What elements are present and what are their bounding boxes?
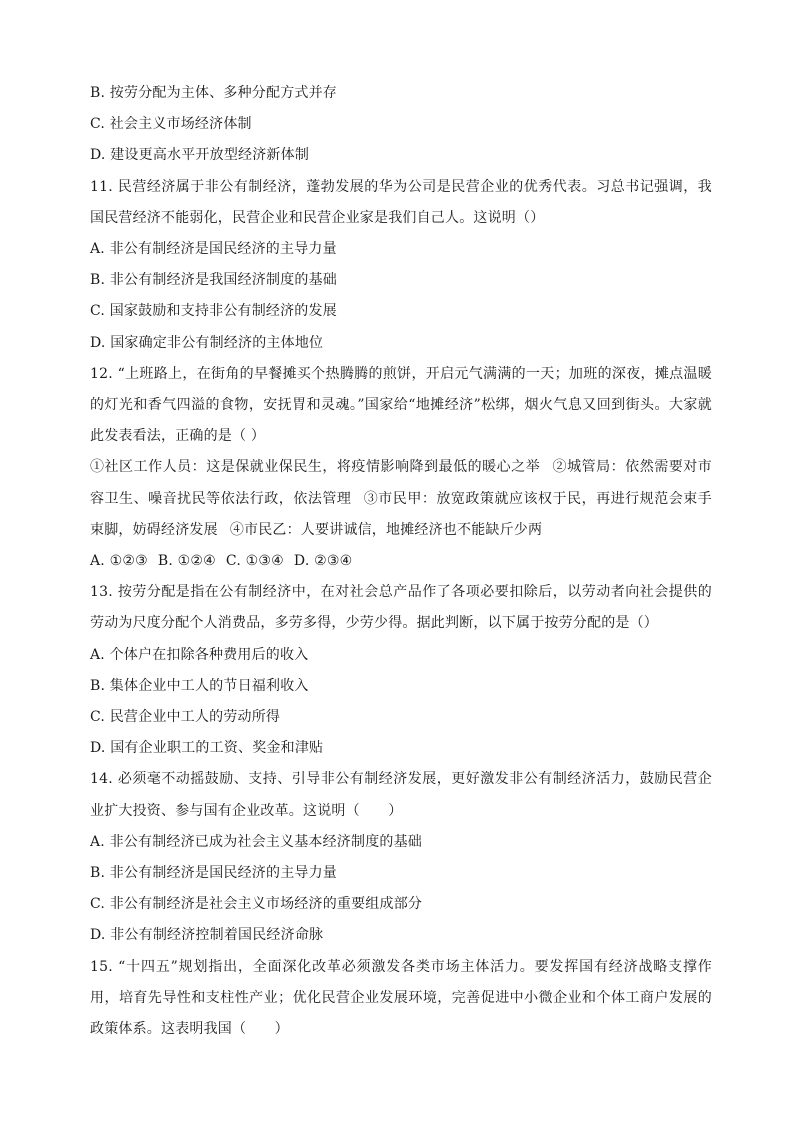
q12-statement-4: ④市民乙：人要讲诚信，地摊经济也不能缺斤少两 (229, 521, 543, 538)
q12-statement-3: ③市民甲：放宽政策就应该权于民，再进行规范会束手束脚，妨碍经济发展 (90, 490, 712, 538)
q13-option-b: B. 集体企业中工人的节日福利收入 (90, 677, 309, 694)
q14-option-c: C. 非公有制经济是社会主义市场经济的重要组成部分 (90, 896, 423, 913)
q12-options (90, 546, 712, 577)
q12-statement-1: ①社区工作人员：这是保就业保民生，将疫情影响降到最低的暖心之举 (90, 459, 541, 476)
q13-option-d: D. 国有企业职工的工资、奖金和津贴 (90, 740, 324, 757)
q14-option-d: D. 非公有制经济控制着国民经济命脉 (90, 927, 324, 944)
q10-option-b: B. 按劳分配为主体、多种分配方式并存 (90, 85, 337, 101)
q10-option-d: D. 建设更高水平开放型经济新体制 (90, 147, 310, 164)
document-page (90, 78, 712, 1045)
q12-option-d: D. ②③④ (293, 553, 353, 570)
q14-option-a: A. 非公有制经济已成为社会主义基本经济制度的基础 (90, 833, 423, 850)
q13-option-c: C. 民营企业中工人的劳动所得 (90, 709, 281, 726)
q12-stem: 12. “上班路上，在街角的早餐摊买个热腾腾的煎饼，开启元气满满的一天；加班的深夜，摊点温暖的灯光和香气四溢的食物，安抚胃和灵魂。”国家给“地摊经济”松绑，烟火气息又回到街头。大家就此发表看法，正确的是（ ） (90, 365, 712, 445)
q11-stem: 11. 民营经济属于非公有制经济，蓬勃发展的华为公司是民营企业的优秀代表。习总书记强调，我国民营经济不能弱化，民营企业和民营企业家是我们自己人。这说明（） (90, 178, 712, 226)
q11-option-b: B. 非公有制经济是我国经济制度的基础 (90, 272, 337, 289)
q12-option-a: A. ①②③ (90, 553, 148, 570)
q12-option-b: B. ①②④ (157, 553, 216, 570)
q14-stem: 14. 必须毫不动摇鼓励、支持、引导非公有制经济发展，更好激发非公有制经济活力，鼓励民营企业扩大投资、参与国有企业改革。这说明（ ） (90, 771, 712, 819)
q12-statement-2: ②城管局：依然需要对市容卫生、噪音扰民等依法行政，依法管理 (90, 459, 712, 507)
q14-option-b: B. 非公有制经济是国民经济的主导力量 (90, 865, 337, 882)
q11-option-c: C. 国家鼓励和支持非公有制经济的发展 (90, 303, 337, 320)
q12-statements (90, 452, 712, 546)
q15-stem: 15. “十四五”规划指出，全面深化改革必须激发各类市场主体活力。要发挥国有经济战略支撑作用，培育先导性和支柱性产业；优化民营企业发展环境，完善促进中小微企业和个体工商户发展的政策体系。这表明我国（ ） (90, 958, 712, 1038)
q12-option-c: C. ①③④ (225, 553, 284, 570)
q13-option-a: A. 个体户在扣除各种费用后的收入 (90, 646, 309, 663)
q13-stem: 13. 按劳分配是指在公有制经济中，在对社会总产品作了各项必要扣除后，以劳动者向社会提供的劳动为尺度分配个人消费品，多劳多得，少劳少得。据此判断，以下属于按劳分配的是（） (90, 584, 712, 632)
q11-option-a: A. 非公有制经济是国民经济的主导力量 (90, 241, 337, 258)
q11-option-d: D. 国家确定非公有制经济的主体地位 (90, 334, 324, 351)
q10-option-c: C. 社会主义市场经济体制 (90, 116, 252, 133)
